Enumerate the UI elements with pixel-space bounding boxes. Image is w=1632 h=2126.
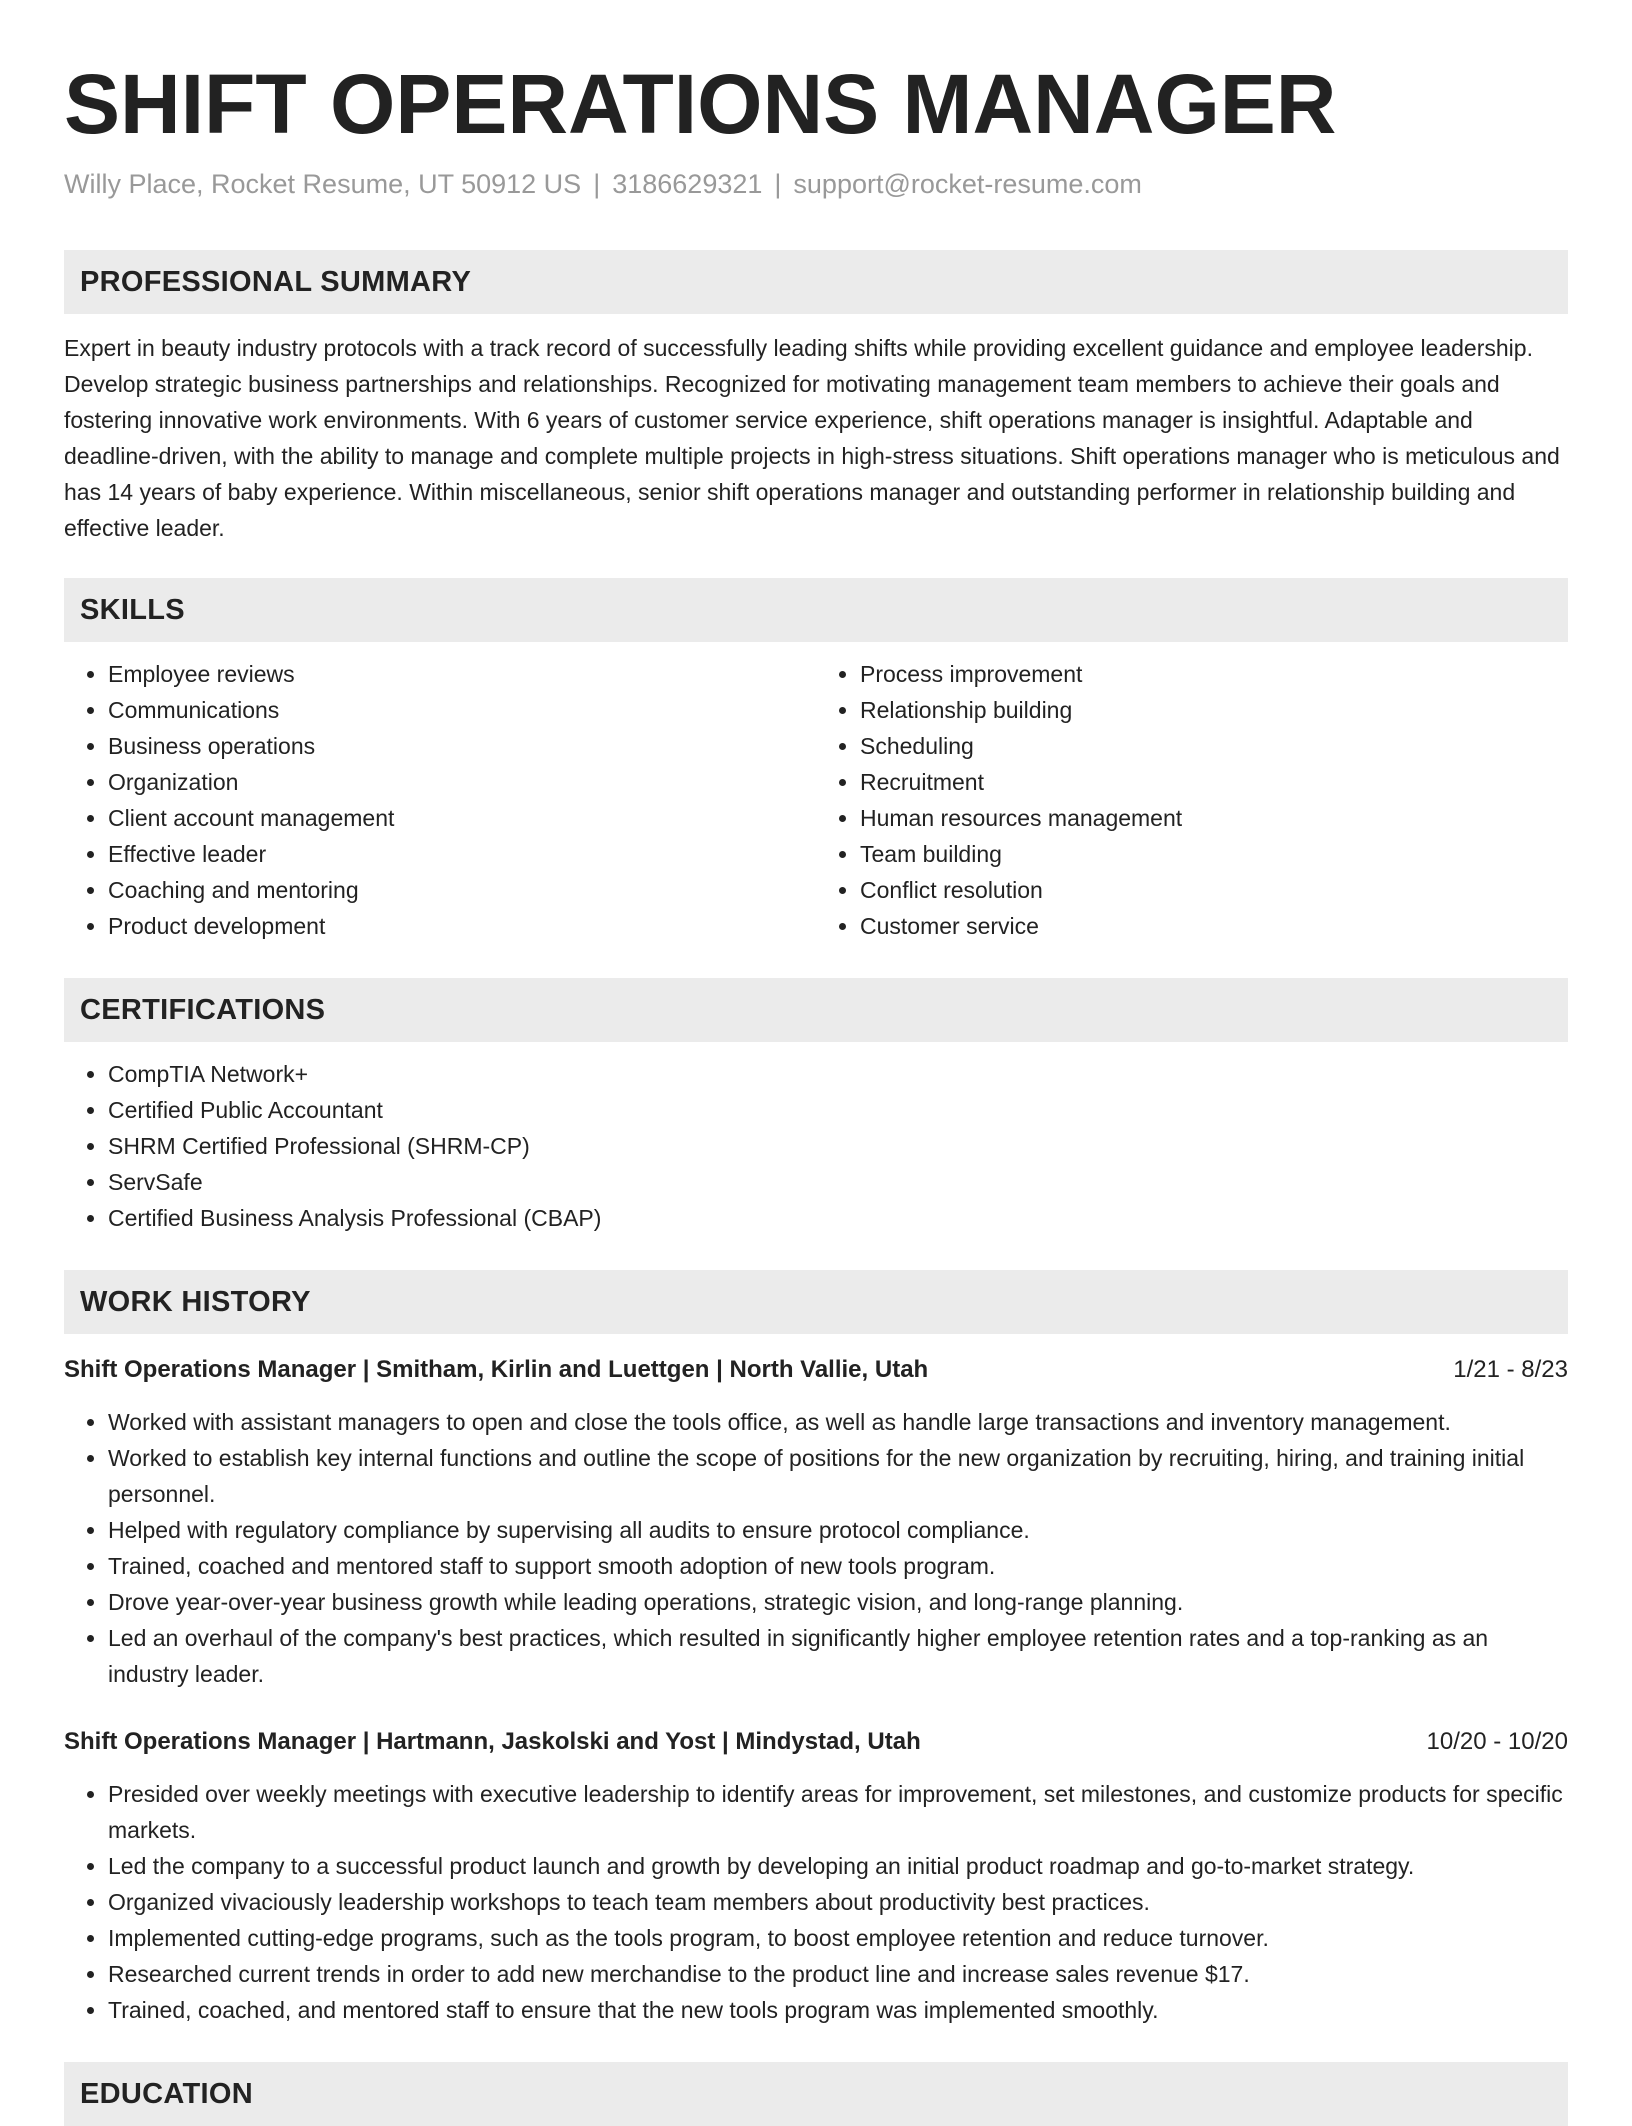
job-entry <box>64 1352 1568 1692</box>
job-bullet: • Implemented cutting-edge programs, such as the tools program, to boost employee retention and reduce turnover. <box>108 1920 1568 1956</box>
certification-item: • SHRM Certified Professional (SHRM-CP) <box>108 1128 1568 1164</box>
skills-list-left <box>64 656 816 944</box>
skill-item: • Recruitment <box>860 764 1568 800</box>
job-bullet: • Helped with regulatory compliance by supervising all audits to ensure protocol compliance. <box>108 1512 1568 1548</box>
section-header-education: EDUCATION <box>64 2062 1568 2126</box>
certification-item: • Certified Business Analysis Professional (CBAP) <box>108 1200 1568 1236</box>
skill-item: • Customer service <box>860 908 1568 944</box>
skill-item: • Business operations <box>108 728 816 764</box>
resume-page <box>64 56 1568 2126</box>
summary-text: Expert in beauty industry protocols with a track record of successfully leading shifts while providing excellent guidance and employee leadership. Develop strategic business partnerships and relationships. Recognized for motivating management team members to achieve their goals and fostering innovative work environments. With 6 years of customer service experience, shift operations manager is insightful. Adaptable and deadline-driven, with the ability to manage and complete multiple projects in high-stress situations. Shift operations manager who is meticulous and has 14 years of baby experience. Within miscellaneous, senior shift operations manager and outstanding performer in relationship building and effective leader. <box>64 335 1560 541</box>
contact-email: support@rocket-resume.com <box>793 169 1142 199</box>
skill-item: • Coaching and mentoring <box>108 872 816 908</box>
resume-name: SHIFT OPERATIONS MANAGER <box>64 57 1337 151</box>
job-bullet: • Organized vivaciously leadership workshops to teach team members about productivity best practices. <box>108 1884 1568 1920</box>
job-bullet: • Drove year-over-year business growth while leading operations, strategic vision, and long-range planning. <box>108 1584 1568 1620</box>
job-bullet: • Trained, coached, and mentored staff to ensure that the new tools program was implemented smoothly. <box>108 1992 1568 2028</box>
skill-item: • Effective leader <box>108 836 816 872</box>
certification-item: • Certified Public Accountant <box>108 1092 1568 1128</box>
contact-separator: | <box>593 169 601 199</box>
skill-item: • Client account management <box>108 800 816 836</box>
certification-item: • CompTIA Network+ <box>108 1056 1568 1092</box>
certification-item: • ServSafe <box>108 1164 1568 1200</box>
skill-item: • Product development <box>108 908 816 944</box>
skill-item: • Human resources management <box>860 800 1568 836</box>
skill-item: • Scheduling <box>860 728 1568 764</box>
skill-item: • Conflict resolution <box>860 872 1568 908</box>
job-entry <box>64 1724 1568 2028</box>
job-dates: 10/20 - 10/20 <box>1426 1728 1568 1755</box>
job-bullets <box>64 1404 1568 1692</box>
contact-address: Willy Place, Rocket Resume, UT 50912 US <box>64 169 582 199</box>
job-bullet: • Researched current trends in order to add new merchandise to the product line and increase sales revenue $17. <box>108 1956 1568 1992</box>
job-bullet: • Presided over weekly meetings with executive leadership to identify areas for improvement, set milestones, and customize products for specific markets. <box>108 1776 1568 1848</box>
section-header-summary: PROFESSIONAL SUMMARY <box>64 250 1568 314</box>
job-bullet: • Trained, coached and mentored staff to support smooth adoption of new tools program. <box>108 1548 1568 1584</box>
skills-list-right <box>816 656 1568 944</box>
skill-item: • Employee reviews <box>108 656 816 692</box>
skill-item: • Process improvement <box>860 656 1568 692</box>
job-title: Shift Operations Manager | Hartmann, Jaskolski and Yost | Mindystad, Utah <box>64 1728 921 1755</box>
certifications-list <box>64 1056 1568 1236</box>
skill-item: • Organization <box>108 764 816 800</box>
job-bullet: • Led the company to a successful product launch and growth by developing an initial product roadmap and go-to-market strategy. <box>108 1848 1568 1884</box>
job-dates: 1/21 - 8/23 <box>1453 1356 1568 1383</box>
skill-item: • Team building <box>860 836 1568 872</box>
job-title: Shift Operations Manager | Smitham, Kirlin and Luettgen | North Vallie, Utah <box>64 1356 929 1383</box>
job-header <box>64 1352 1568 1388</box>
job-bullet: • Led an overhaul of the company's best practices, which resulted in significantly higher employee retention rates and a top-ranking as an industry leader. <box>108 1620 1568 1692</box>
job-bullets <box>64 1776 1568 2028</box>
skill-item: • Communications <box>108 692 816 728</box>
section-header-work-history: WORK HISTORY <box>64 1270 1568 1334</box>
job-bullet: • Worked with assistant managers to open and close the tools office, as well as handle large transactions and inventory management. <box>108 1404 1568 1440</box>
skills-columns <box>64 656 1568 944</box>
job-bullet: • Worked to establish key internal functions and outline the scope of positions for the new organization by recruiting, hiring, and training initial personnel. <box>108 1440 1568 1512</box>
contact-separator: | <box>774 169 782 199</box>
contact-phone: 3186629321 <box>612 169 763 199</box>
section-header-certifications: CERTIFICATIONS <box>64 978 1568 1042</box>
skill-item: • Relationship building <box>860 692 1568 728</box>
section-header-skills: SKILLS <box>64 578 1568 642</box>
job-header <box>64 1724 1568 1760</box>
contact-line <box>64 166 1568 202</box>
